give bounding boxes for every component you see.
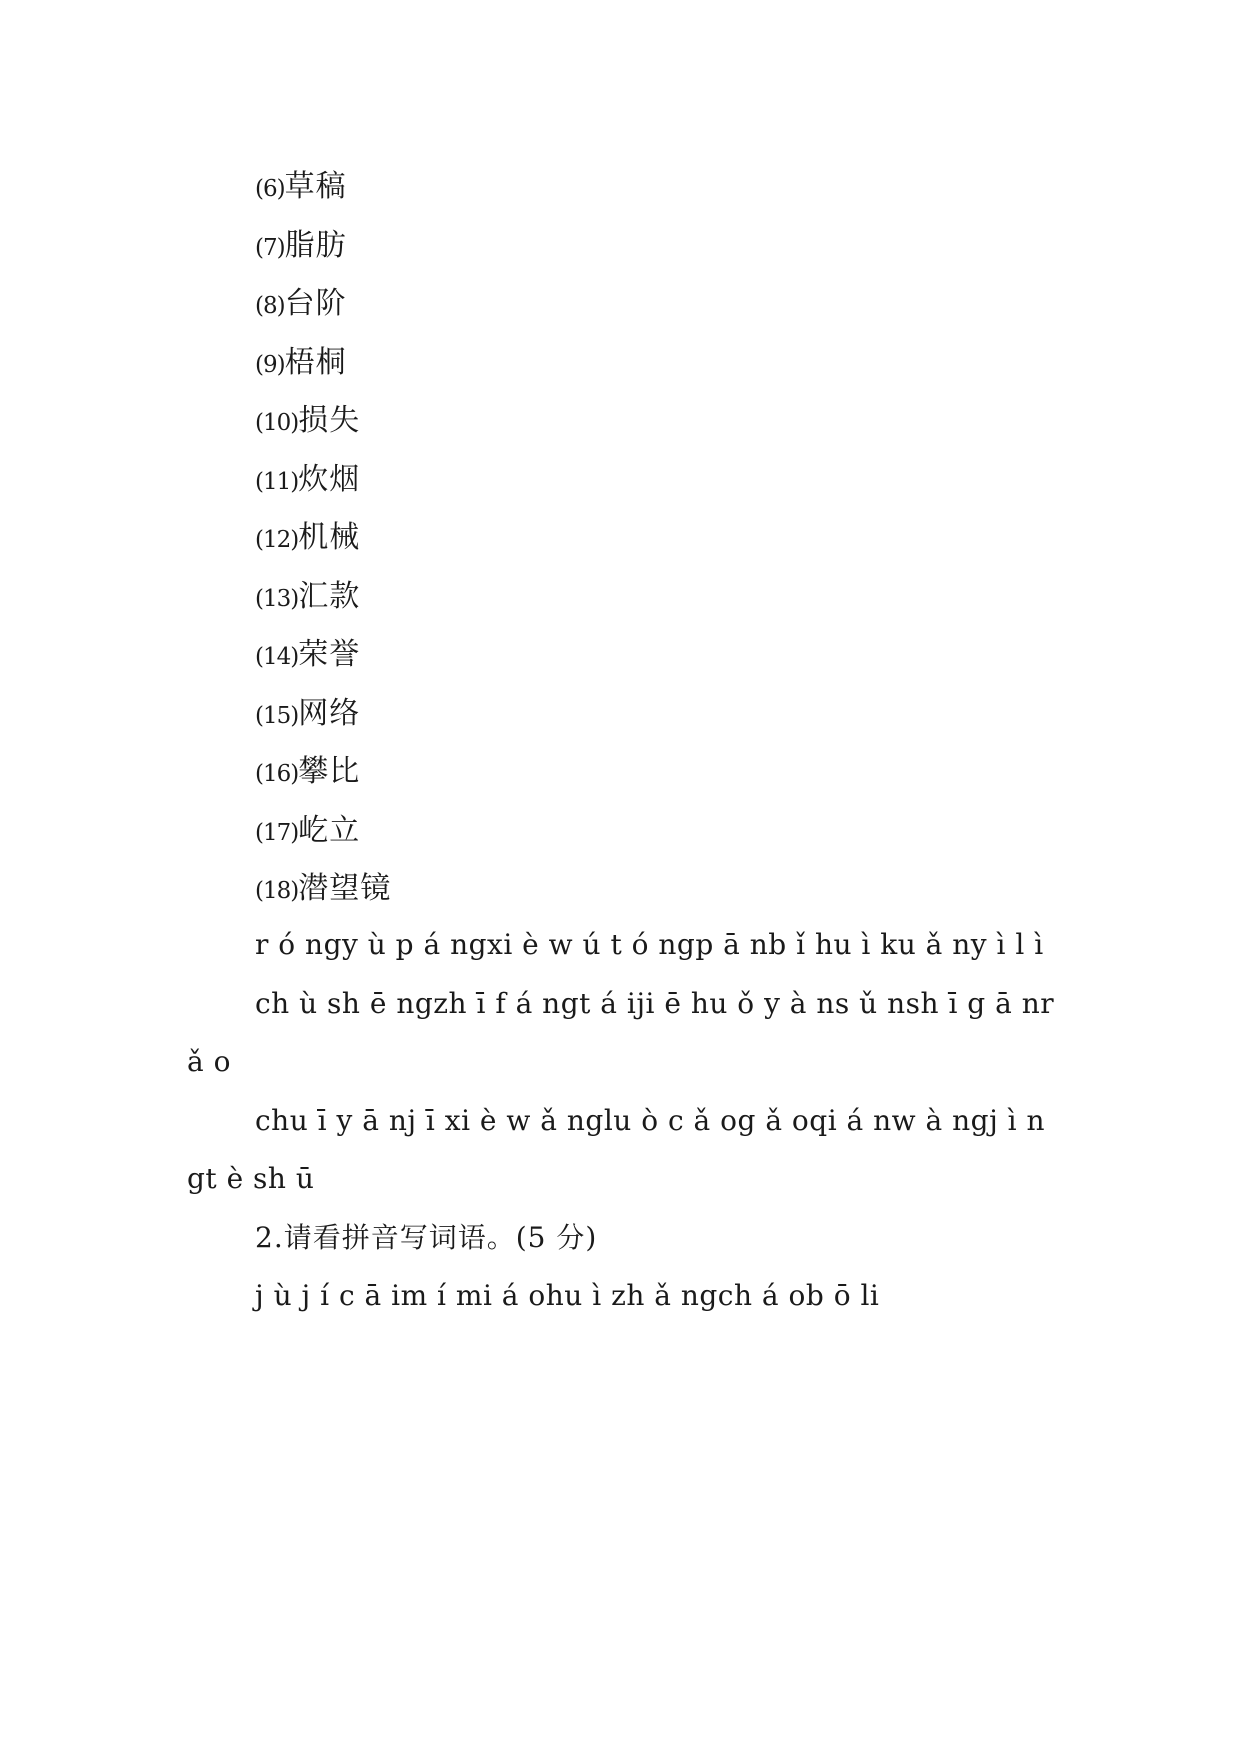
- item-number: (11): [255, 468, 299, 495]
- pinyin-line: r ó ngy ù p á ngxi è w ú t ó ngp ā nb ǐ hu ì ku ǎ ny ì l ì: [255, 928, 1044, 961]
- item-number: (16): [255, 761, 299, 787]
- item-word: 台阶: [284, 286, 347, 321]
- item-word: 攀比: [298, 754, 361, 789]
- item-word: 机械: [298, 520, 361, 555]
- item-number: (10): [255, 410, 299, 436]
- item-number: (9): [255, 351, 285, 378]
- item-number: (17): [255, 819, 299, 846]
- list-item: [255, 275, 391, 334]
- item-word: 损失: [298, 403, 361, 438]
- list-item: [255, 626, 391, 685]
- item-word: 梧桐: [284, 344, 347, 380]
- vocabulary-list: [255, 158, 391, 919]
- list-item: [255, 509, 391, 568]
- list-item: [255, 158, 391, 217]
- list-item: [255, 860, 391, 919]
- list-item: [255, 743, 391, 802]
- list-item: [255, 568, 391, 627]
- list-item: [255, 451, 391, 510]
- item-word: 潜望镜: [298, 871, 392, 906]
- item-number: (14): [255, 644, 299, 670]
- list-item: [255, 685, 391, 744]
- item-word: 草稿: [284, 169, 347, 204]
- pinyin-line: j ù j í c ā im í mi á ohu ì zh ǎ ngch á ob ō li: [255, 1279, 880, 1312]
- item-number: (6): [255, 176, 285, 202]
- list-item: [255, 334, 391, 393]
- list-item: [255, 217, 391, 276]
- pinyin-line: chu ī y ā nj ī xi è w ǎ nglu ò c ǎ og ǎ oqi á nw à ngj ì ngt è sh ū: [187, 1103, 1046, 1195]
- item-word: 屹立: [298, 812, 361, 848]
- item-word: 汇款: [298, 578, 361, 614]
- item-word: 荣誉: [298, 637, 361, 672]
- list-item: [255, 392, 391, 451]
- item-word: 脂肪: [284, 227, 347, 263]
- item-number: (18): [255, 878, 299, 904]
- item-word: 炊烟: [298, 461, 361, 497]
- item-number: (8): [255, 293, 285, 319]
- item-word: 网络: [298, 695, 361, 731]
- list-item: [255, 802, 391, 861]
- item-number: (7): [255, 234, 285, 261]
- pinyin-line: ch ù sh ē ngzh ī f á ngt á iji ē hu ǒ y à ns ǔ nsh ī g ā nr ǎ o: [187, 986, 1064, 1078]
- item-number: (12): [255, 527, 299, 553]
- item-number: (15): [255, 702, 299, 729]
- question-heading: 2.请看拼音写词语。(5 分): [255, 1220, 598, 1254]
- pinyin-section: [187, 916, 1064, 1326]
- item-number: (13): [255, 585, 299, 612]
